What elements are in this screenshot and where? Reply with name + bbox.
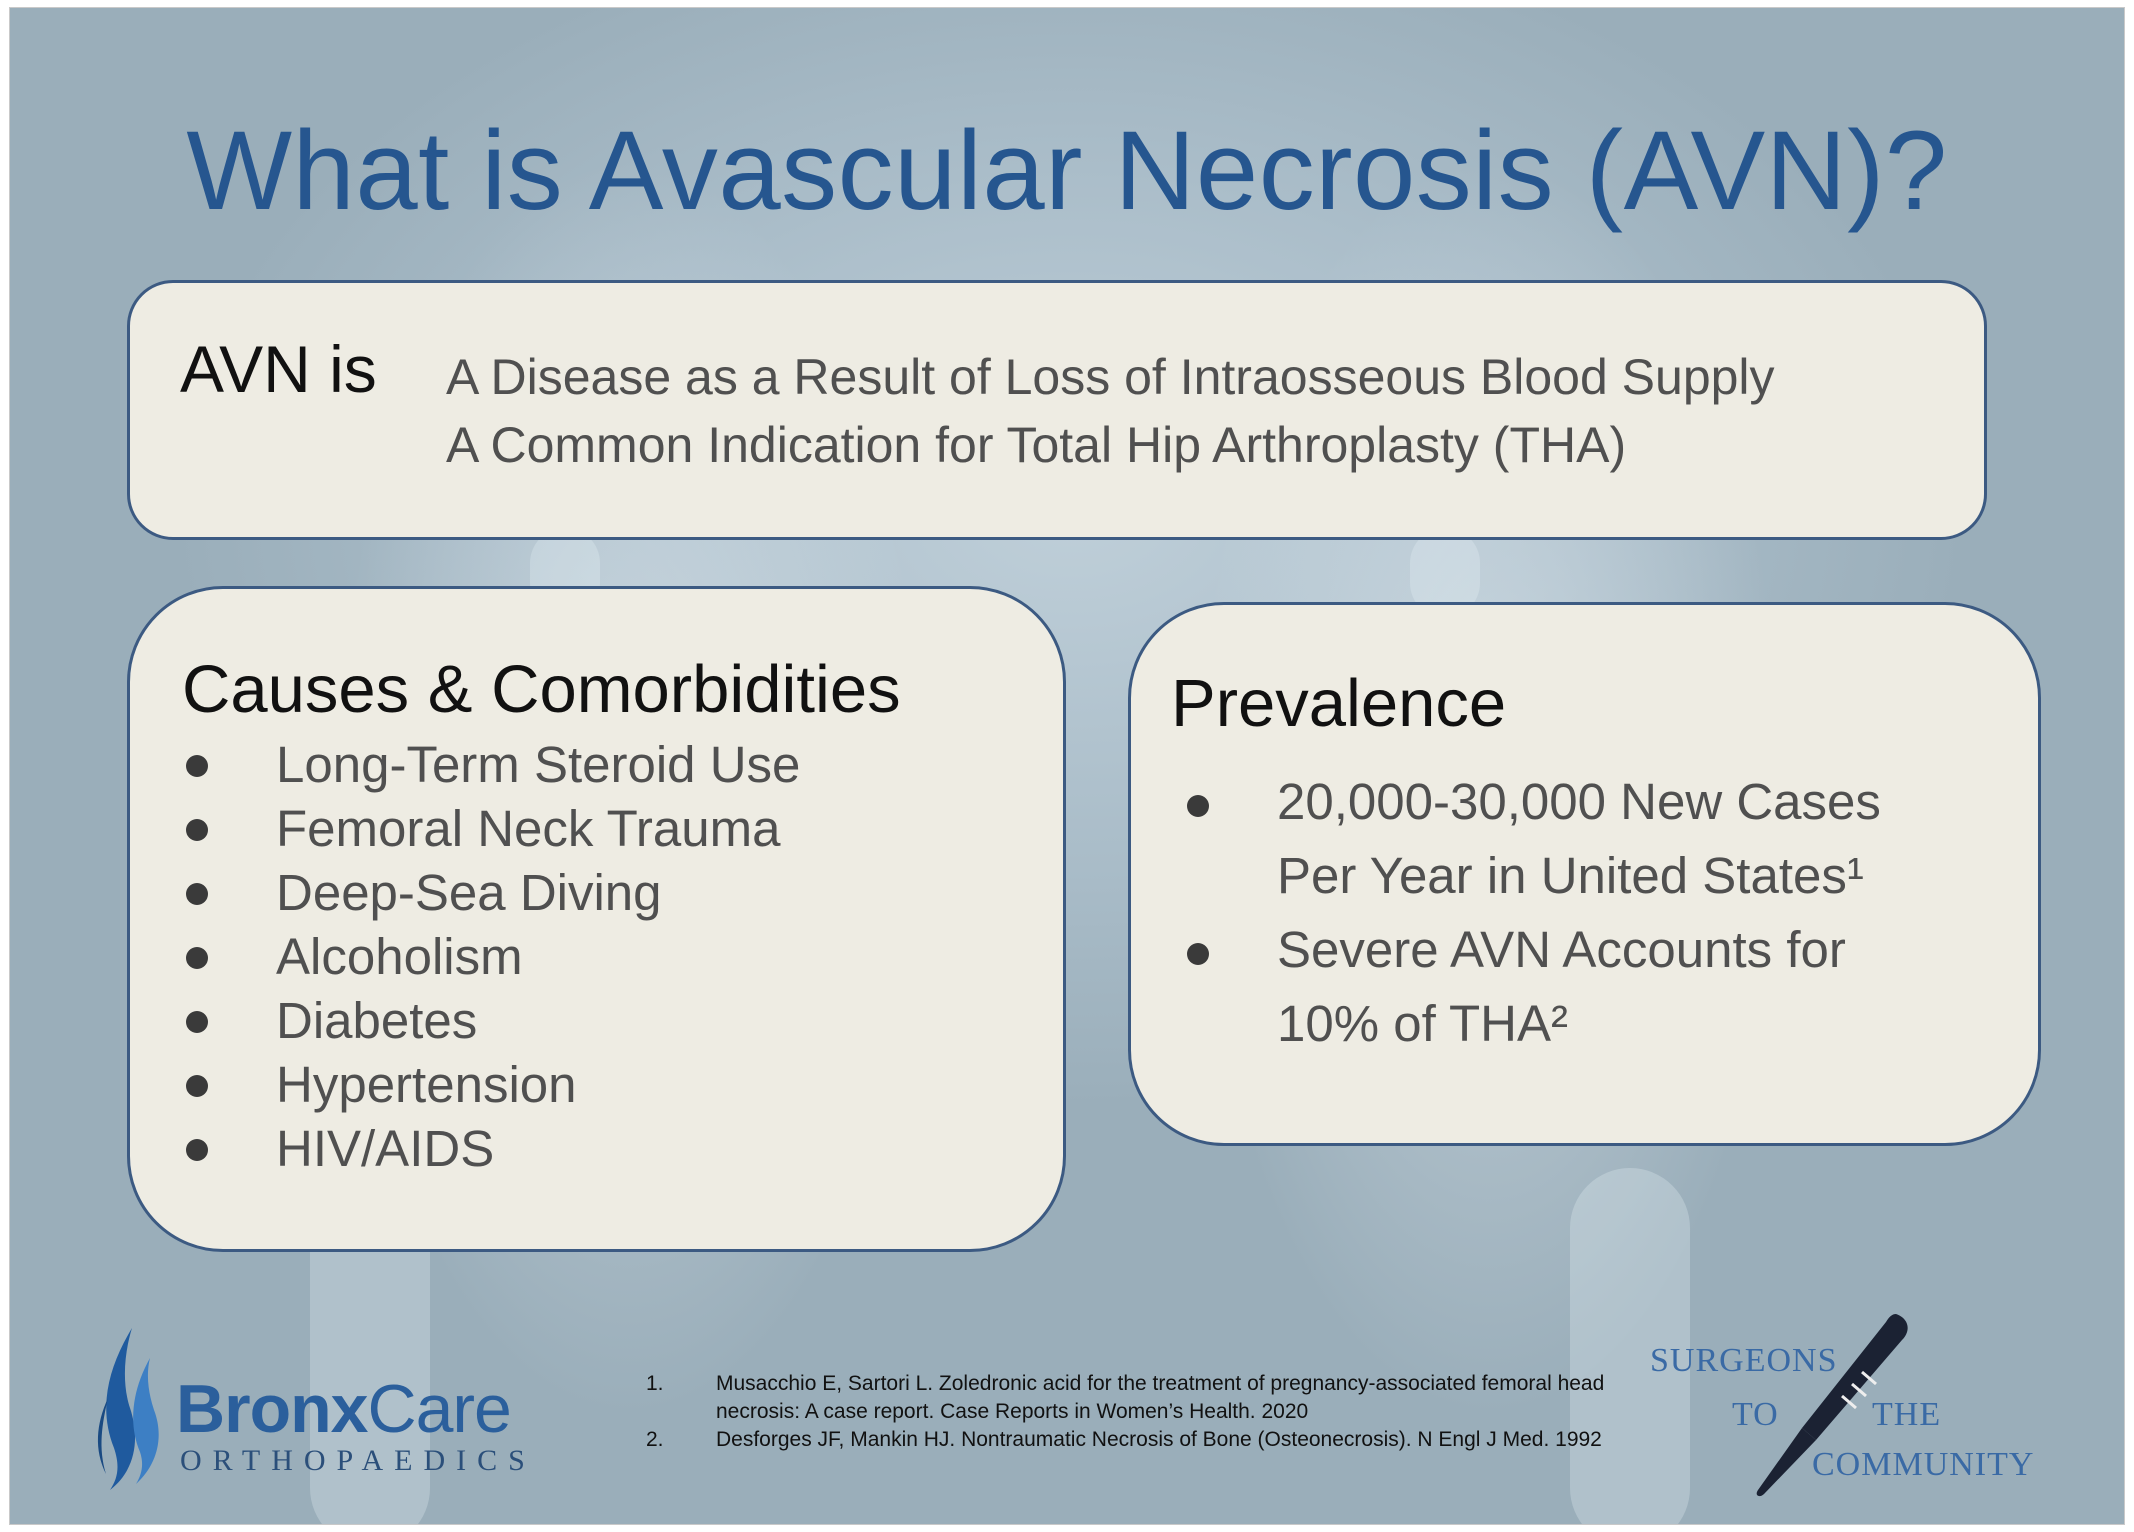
list-item: HIV/AIDS xyxy=(130,1117,800,1181)
logo-text-to: TO xyxy=(1732,1396,1779,1433)
list-item: Hypertension xyxy=(130,1053,800,1117)
causes-list xyxy=(130,733,800,1181)
bullet-icon xyxy=(186,1139,208,1161)
brand-name: BronxCare xyxy=(176,1371,511,1447)
avn-definition-heading: AVN is xyxy=(180,332,377,406)
bullet-icon xyxy=(1187,795,1209,817)
bullet-icon xyxy=(186,1011,208,1033)
reference-item: 2. Desforges JF, Mankin HJ. Nontraumatic Necrosis of Bone (Osteonecrosis). N Engl J Med. 1992 xyxy=(646,1428,1602,1451)
logo-text-the: THE xyxy=(1872,1396,1942,1433)
prevalence-box xyxy=(1128,602,2041,1146)
list-item: Diabetes xyxy=(130,989,800,1053)
list-item: Femoral Neck Trauma xyxy=(130,797,800,861)
flame-icon xyxy=(88,1328,168,1490)
list-item: 20,000-30,000 New Cases Per Year in United States¹ xyxy=(1131,765,1897,913)
list-item: Long-Term Steroid Use xyxy=(130,733,800,797)
references xyxy=(626,1370,1606,1454)
slide xyxy=(10,8,2124,1524)
brand-subtitle: ORTHOPAEDICS xyxy=(180,1444,536,1477)
slide-title: What is Avascular Necrosis (AVN)? xyxy=(186,108,1948,233)
causes-heading: Causes & Comorbidities xyxy=(182,652,901,727)
avn-definition-line: A Common Indication for Total Hip Arthroplasty (THA) xyxy=(446,417,1627,473)
list-item: Deep-Sea Diving xyxy=(130,861,800,925)
bronxcare-logo xyxy=(78,1328,558,1488)
surgeons-to-the-community-logo xyxy=(1650,1308,2050,1498)
reference-item: 1. Musacchio E, Sartori L. Zoledronic acid for the treatment of pregnancy-associated femoral head necrosis: A case report. Case Reports in Women’s Health. 2020 xyxy=(646,1372,1605,1423)
prevalence-heading: Prevalence xyxy=(1171,666,1507,741)
logo-text-community: COMMUNITY xyxy=(1812,1446,2035,1483)
logo-text-surgeons: SURGEONS xyxy=(1650,1342,1838,1379)
avn-definition-box xyxy=(127,280,1987,540)
list-item: Alcoholism xyxy=(130,925,800,989)
causes-box xyxy=(127,586,1066,1252)
list-item: Severe AVN Accounts for 10% of THA² xyxy=(1131,913,1897,1061)
bullet-icon xyxy=(186,755,208,777)
bullet-icon xyxy=(186,1075,208,1097)
bullet-icon xyxy=(1187,943,1209,965)
bullet-icon xyxy=(186,883,208,905)
bullet-icon xyxy=(186,819,208,841)
avn-definition-line: A Disease as a Result of Loss of Intraosseous Blood Supply xyxy=(446,349,1775,405)
bullet-icon xyxy=(186,947,208,969)
avn-definition-lines xyxy=(446,343,1775,479)
prevalence-list xyxy=(1131,765,1897,1061)
